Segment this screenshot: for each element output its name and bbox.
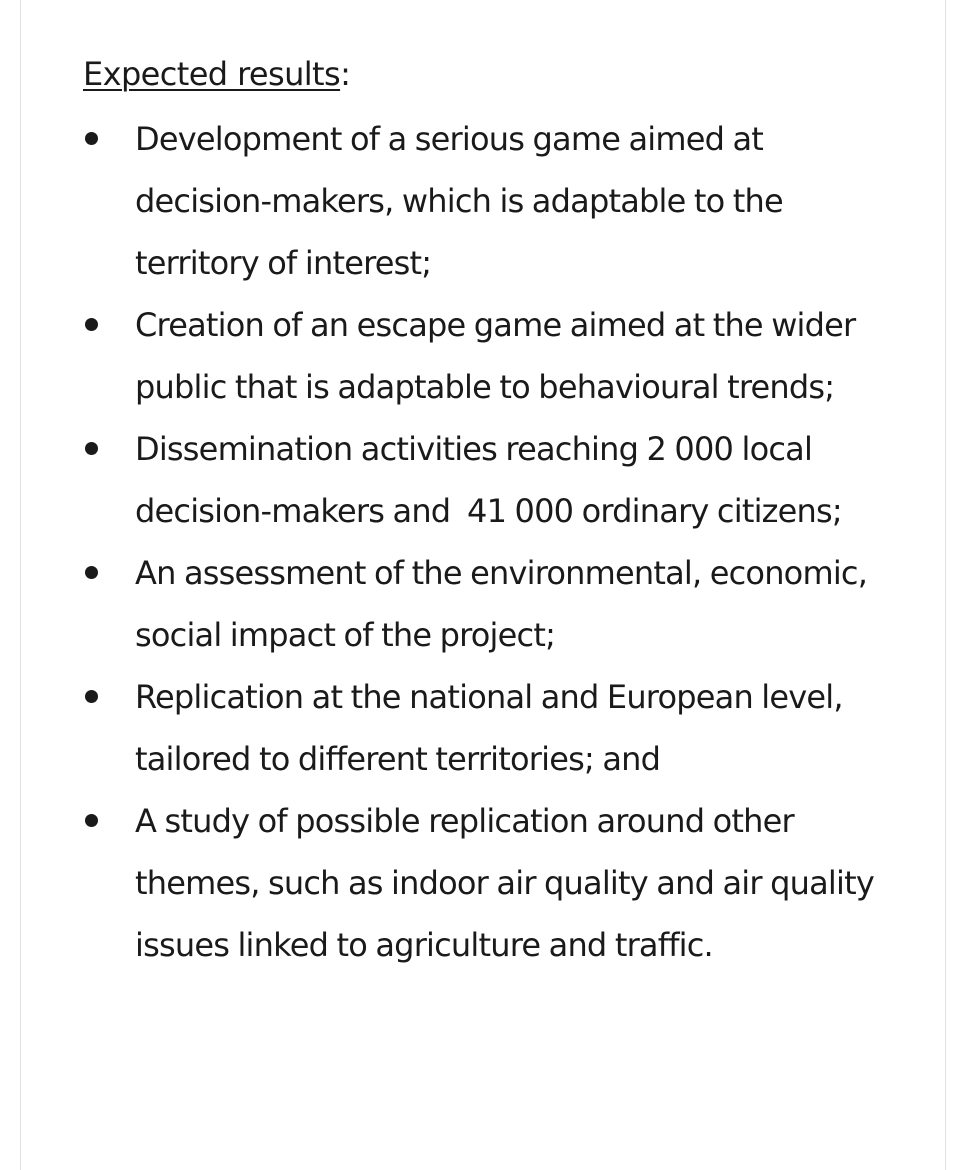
list-item	[83, 418, 903, 542]
list-item	[83, 790, 903, 976]
list-item-text: Replication at the national and European level, tailored to different territories; and	[135, 678, 843, 778]
bullet-icon	[85, 132, 98, 145]
list-item-text: Creation of an escape game aimed at the wider public that is adaptable to behavioural trends;	[135, 306, 856, 406]
results-list	[83, 108, 903, 976]
document-page	[20, 0, 946, 1170]
section-heading	[83, 52, 903, 96]
list-item-text: Dissemination activities reaching 2 000 local decision-makers and 41 000 ordinary citizens;	[135, 430, 842, 530]
bullet-icon	[85, 690, 98, 703]
bullet-icon	[85, 318, 98, 331]
bullet-icon	[85, 442, 98, 455]
list-item	[83, 294, 903, 418]
heading-label: Expected results	[83, 55, 341, 93]
list-item	[83, 666, 903, 790]
list-item-text: A study of possible replication around other themes, such as indoor air quality and air quality issues linked to agriculture and traffic.	[135, 802, 874, 964]
list-item-text: Development of a serious game aimed at decision-makers, which is adaptable to the territory of interest;	[135, 120, 783, 282]
list-item-text: An assessment of the environmental, economic, social impact of the project;	[135, 554, 868, 654]
list-item	[83, 542, 903, 666]
bullet-icon	[85, 814, 98, 827]
bullet-icon	[85, 566, 98, 579]
list-item	[83, 108, 903, 294]
document-content	[83, 52, 903, 976]
heading-colon: :	[340, 55, 351, 93]
